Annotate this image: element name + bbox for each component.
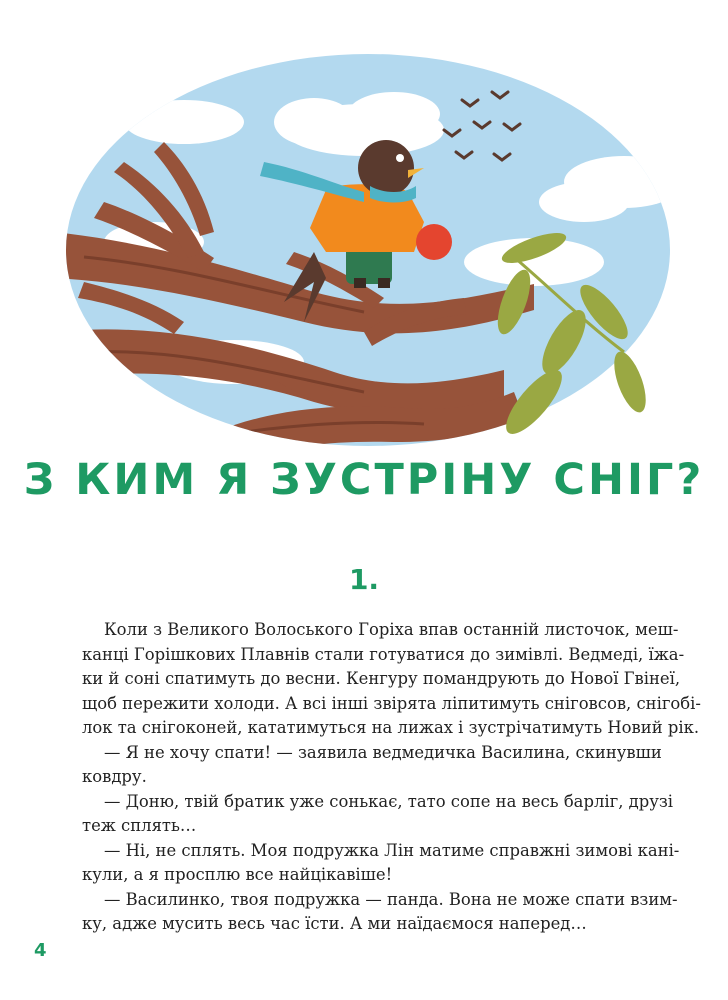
story-line: ковдру. (82, 767, 147, 786)
story-line: канці Горішкових Плавнів стали готуватися до зимівлі. Ведмеді, їжа- (82, 644, 685, 664)
story-line: — Я не хочу спати! — заявила ведмедичка Василина, скинувши (104, 742, 662, 762)
story-line: Коли з Великого Волоського Горіха впав останній листочок, меш- (104, 620, 679, 639)
story-text (82, 618, 701, 937)
story-line: ки й соні спатимуть до весни. Кенгуру помандрують до Нової Гвінеї, (82, 669, 681, 688)
story-line: теж сплять… (82, 816, 197, 835)
story-line: — Ні, не сплять. Моя подружка Лін матиме справжні зимові кані- (104, 840, 680, 860)
page-number: 4 (34, 940, 47, 961)
story-line: ку, адже мусить весь час їсти. А ми наїдаємося наперед… (82, 914, 587, 933)
story-line: кули, а я просплю все найцікавіше! (82, 865, 393, 884)
story-line: щоб пережити холоди. А всі інші звірята ліпитимуть сніговсов, снігобі- (82, 693, 701, 713)
story-illustration (64, 52, 678, 448)
chapter-number: 1. (348, 563, 380, 596)
story-line: — Василинко, твоя подружка — панда. Вона не може спати взим- (104, 889, 678, 909)
chapter-title: З КИМ Я ЗУСТРІНУ СНІГ? (23, 455, 705, 505)
story-line: лок та снігоконей, кататимуться на лижах і зустрічатимуть Новий рік. (82, 718, 700, 737)
story-line: — Доню, твій братик уже сонькає, тато сопе на весь барліг, друзі (104, 791, 674, 811)
illustration-svg (64, 52, 678, 448)
